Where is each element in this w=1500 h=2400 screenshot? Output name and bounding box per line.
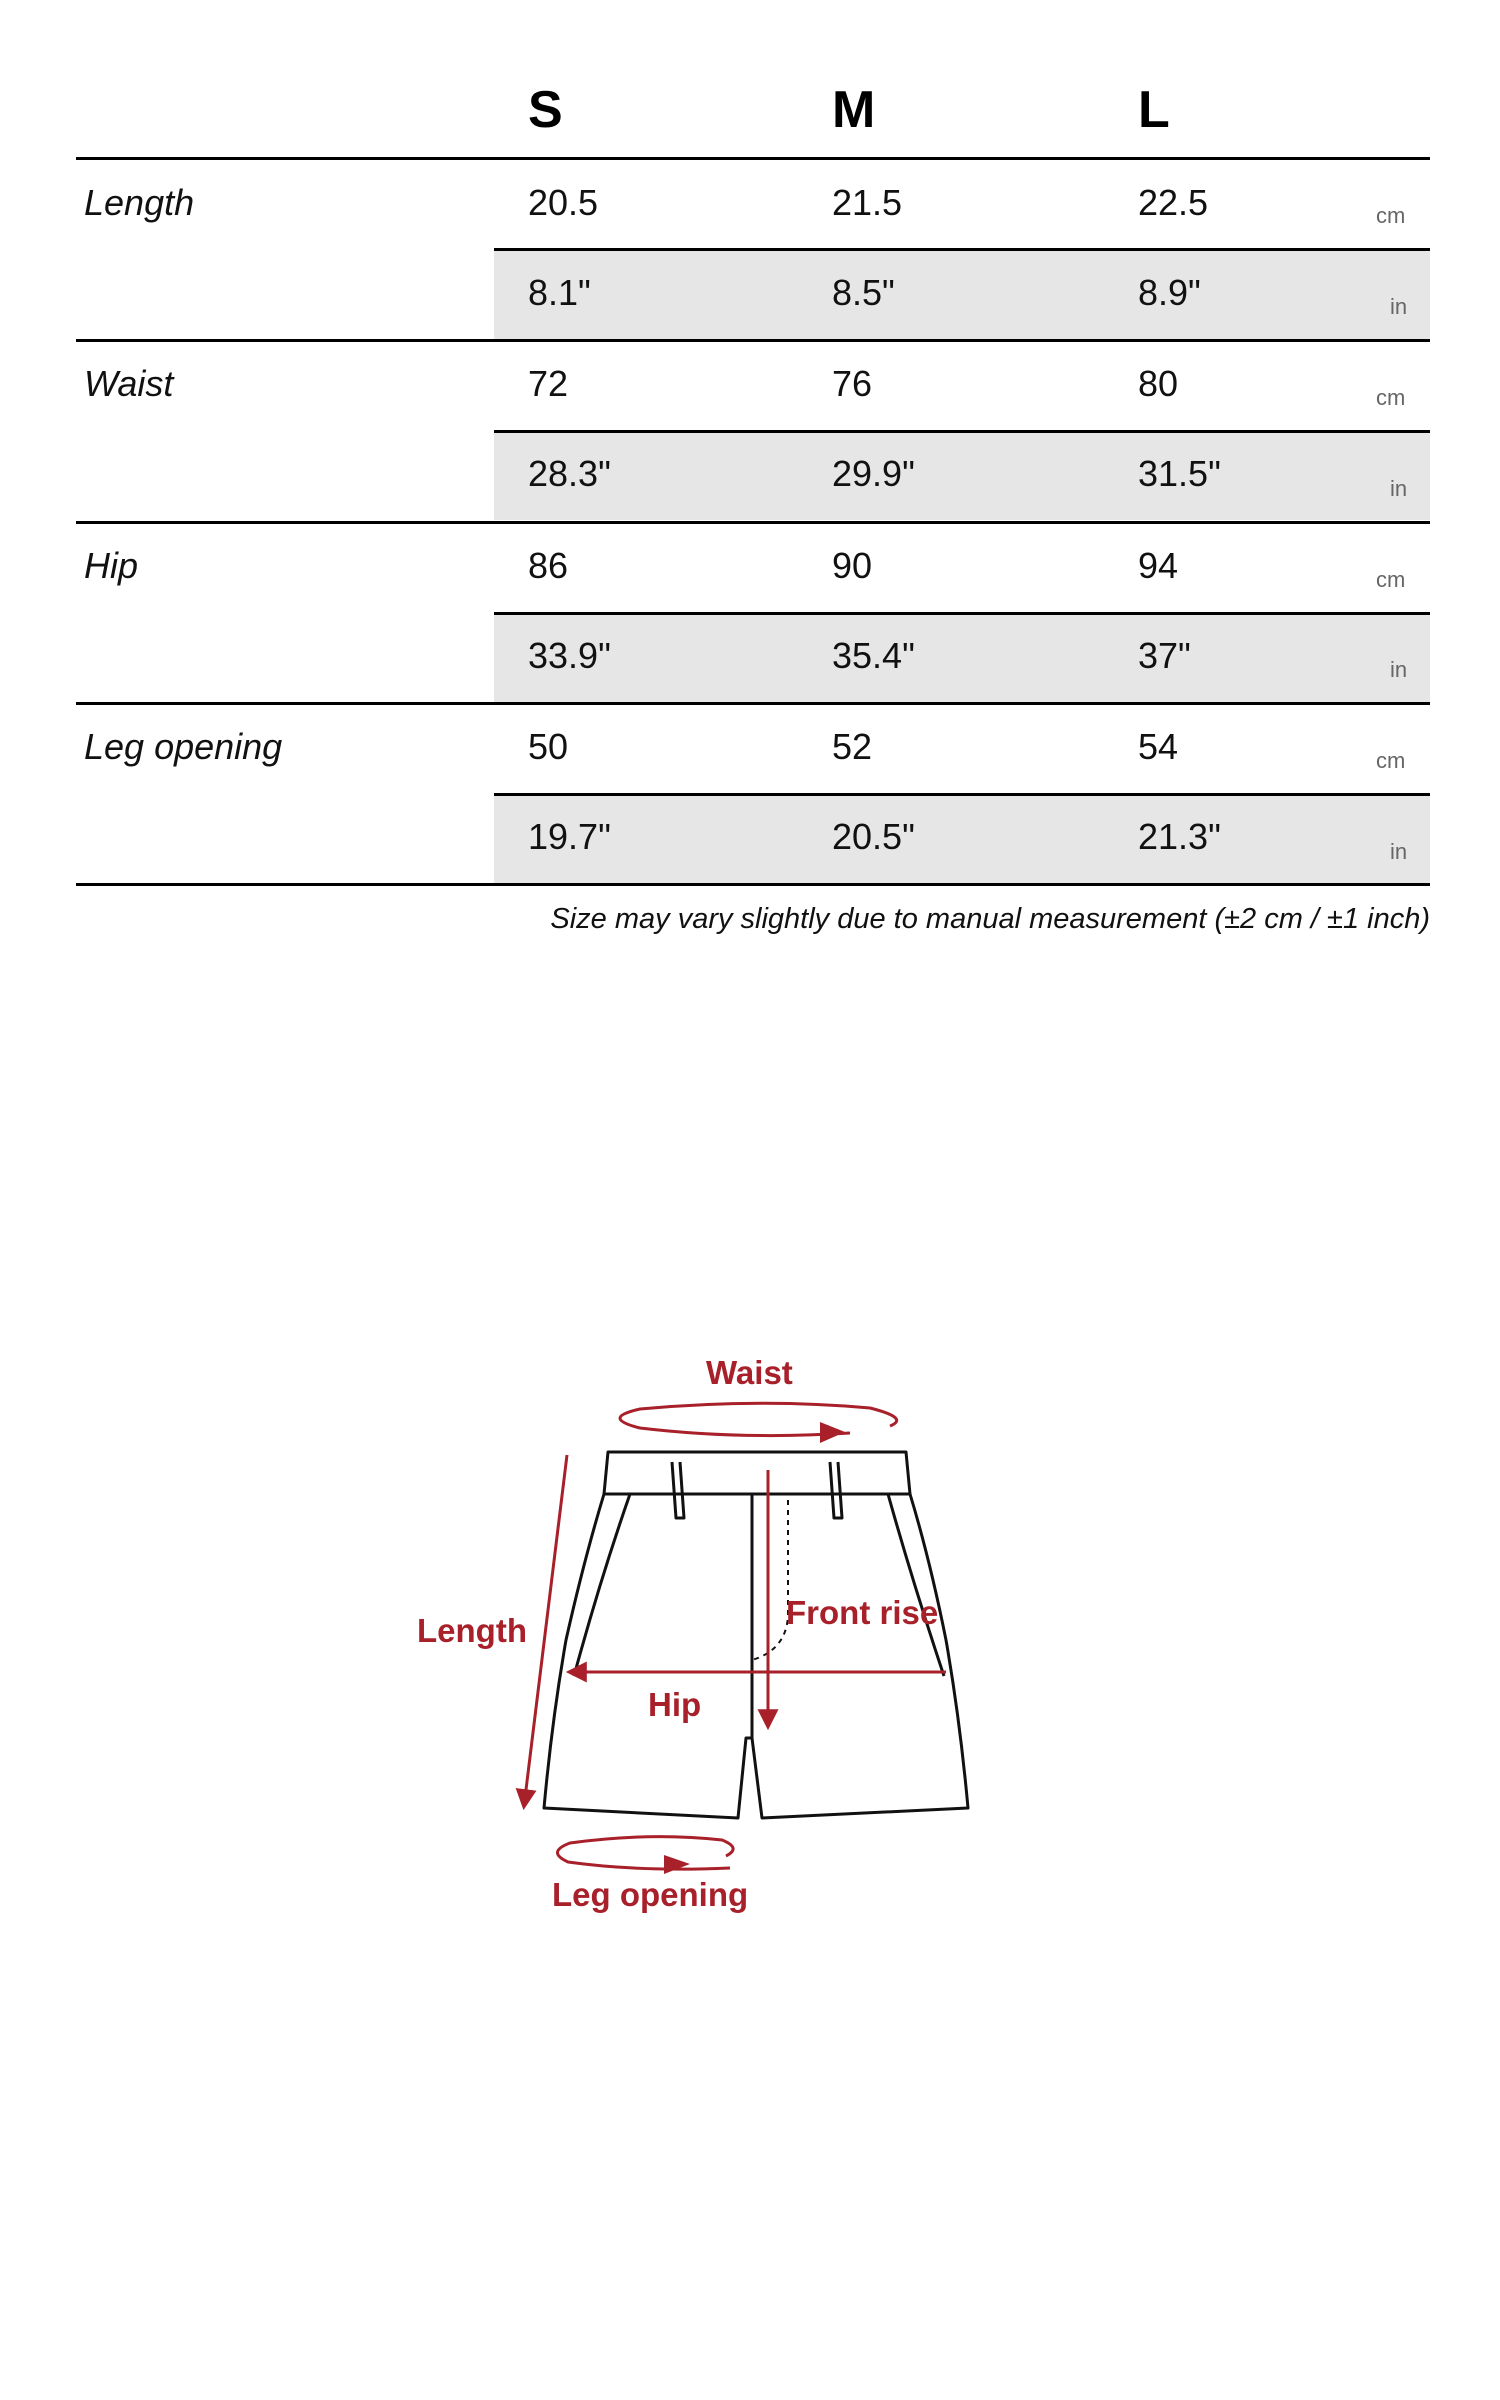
- table-rule: [494, 430, 1430, 433]
- cell-length-s-in: 8.1": [528, 272, 591, 313]
- row-shade: [494, 251, 1430, 339]
- diagram-label-hip: Hip: [648, 1686, 702, 1723]
- measurement-note: Size may vary slightly due to manual measurement (±2 cm / ±1 inch): [550, 903, 1430, 935]
- cell-hip-l-cm: 94: [1138, 545, 1179, 586]
- cell-hip-l-in: 37": [1138, 635, 1191, 676]
- cell-leg-opening-l-cm: 54: [1138, 726, 1179, 767]
- cell-length-l-in: 8.9": [1138, 272, 1201, 313]
- cell-leg-opening-s-in: 19.7": [528, 816, 611, 857]
- table-rule: [76, 702, 1430, 705]
- shorts-measurement-diagram: [0, 1300, 1500, 1980]
- row-label-hip: Hip: [84, 545, 139, 586]
- row-shade: [494, 614, 1430, 702]
- unit-in: in: [1390, 476, 1408, 501]
- cell-hip-m-cm: 90: [832, 545, 873, 586]
- cell-waist-m-cm: 76: [832, 363, 873, 404]
- unit-in: in: [1390, 657, 1408, 682]
- table-rule: [494, 793, 1430, 796]
- row-label-leg-opening: Leg opening: [84, 726, 283, 767]
- row-shade: [494, 432, 1430, 520]
- cell-length-m-in: 8.5": [832, 272, 895, 313]
- shorts-outline: [544, 1452, 968, 1818]
- cell-waist-s-in: 28.3": [528, 453, 611, 494]
- leg-opening-arrowhead: [664, 1855, 690, 1874]
- waist-arrow: [620, 1403, 897, 1435]
- row-label-waist: Waist: [84, 363, 174, 404]
- cell-length-s-cm: 20.5: [528, 182, 599, 223]
- cell-waist-l-cm: 80: [1138, 363, 1179, 404]
- unit-in: in: [1390, 294, 1408, 319]
- cell-waist-l-in: 31.5": [1138, 453, 1221, 494]
- size-header-s: S: [528, 81, 563, 139]
- cell-hip-m-in: 35.4": [832, 635, 915, 676]
- diagram-label-length: Length: [417, 1612, 527, 1649]
- diagram-label-leg-opening: Leg opening: [552, 1876, 749, 1913]
- cell-length-m-cm: 21.5: [832, 182, 903, 223]
- cell-leg-opening-m-cm: 52: [832, 726, 873, 767]
- table-rule: [76, 521, 1430, 524]
- table-rule: [76, 339, 1430, 342]
- cell-length-l-cm: 22.5: [1138, 182, 1209, 223]
- table-rule: [494, 248, 1430, 251]
- cell-leg-opening-m-in: 20.5": [832, 816, 915, 857]
- row-shade: [494, 796, 1430, 884]
- cell-hip-s-in: 33.9": [528, 635, 611, 676]
- unit-in: in: [1390, 839, 1408, 864]
- cell-waist-s-cm: 72: [528, 363, 569, 404]
- diagram-label-waist: Waist: [706, 1354, 793, 1391]
- size-header-m: M: [832, 81, 876, 139]
- table-rule: [76, 883, 1430, 886]
- table-rule: [494, 612, 1430, 615]
- cell-leg-opening-l-in: 21.3": [1138, 816, 1221, 857]
- diagram-label-front-rise: Front rise: [786, 1594, 939, 1631]
- row-label-length: Length: [84, 182, 195, 223]
- unit-cm: cm: [1376, 203, 1406, 228]
- unit-cm: cm: [1376, 567, 1406, 592]
- leg-opening-arrow: [557, 1837, 733, 1870]
- unit-cm: cm: [1376, 748, 1406, 773]
- unit-cm: cm: [1376, 385, 1406, 410]
- size-header-l: L: [1138, 81, 1170, 139]
- cell-leg-opening-s-cm: 50: [528, 726, 569, 767]
- table-rule: [76, 157, 1430, 160]
- cell-hip-s-cm: 86: [528, 545, 569, 586]
- cell-waist-m-in: 29.9": [832, 453, 915, 494]
- waist-arrowhead: [820, 1422, 845, 1443]
